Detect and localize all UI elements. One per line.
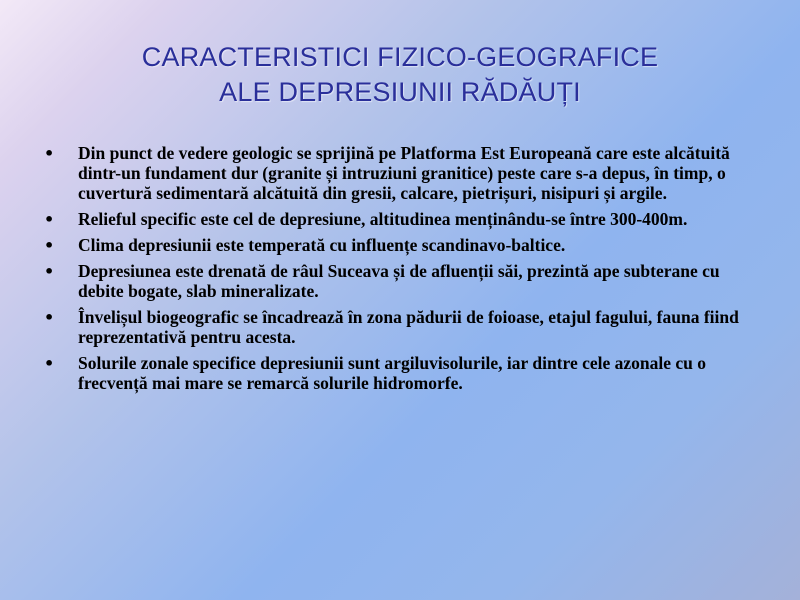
bullet-icon: •	[44, 354, 55, 373]
bullet-item-hydrography	[42, 261, 762, 301]
title-line-2: ALE DEPRESIUNII RĂDĂUȚI	[219, 77, 581, 107]
bullet-icon: •	[44, 144, 55, 163]
title-line-1: CARACTERISTICI FIZICO-GEOGRAFICE	[141, 42, 659, 72]
bullet-text: Învelișul biogeografic se încadrează în zona pădurii de foioase, etajul fagului, fauna fiind reprezentativă pentru acesta.	[78, 307, 739, 347]
bullet-item-geology	[42, 143, 762, 203]
bullet-text: Clima depresiunii este temperată cu influențe scandinavo-baltice.	[78, 235, 566, 255]
bullet-icon: •	[44, 236, 55, 255]
bullet-text: Solurile zonale specifice depresiunii sunt argiluvisolurile, iar dintre cele azonale cu o frecvență mai mare se remarcă solurile hidromorfe.	[78, 353, 707, 393]
bullet-text: Din punct de vedere geologic se sprijină pe Platforma Est Europeană care este alcătuită dintr-un fundament dur (granite și intruziuni granitice) peste care s-a depus, în timp, o cuvertură sedimentară alcătuită din gresii, calcare, pietrișuri, nisipuri și argile.	[78, 143, 730, 203]
bullet-item-climate	[42, 235, 762, 255]
bullet-list	[42, 143, 762, 399]
bullet-item-biogeography	[42, 307, 762, 347]
bullet-icon: •	[44, 262, 55, 281]
bullet-item-soils	[42, 353, 762, 393]
slide-title	[60, 40, 740, 110]
bullet-text: Relieful specific este cel de depresiune, altitudinea menținându-se între 300-400m.	[78, 209, 688, 229]
bullet-text: Depresiunea este drenată de râul Suceava și de afluenții săi, prezintă ape subterane cu debite bogate, slab mineralizate.	[78, 261, 720, 301]
bullet-icon: •	[44, 210, 55, 229]
bullet-icon: •	[44, 308, 55, 327]
bullet-item-relief	[42, 209, 762, 229]
